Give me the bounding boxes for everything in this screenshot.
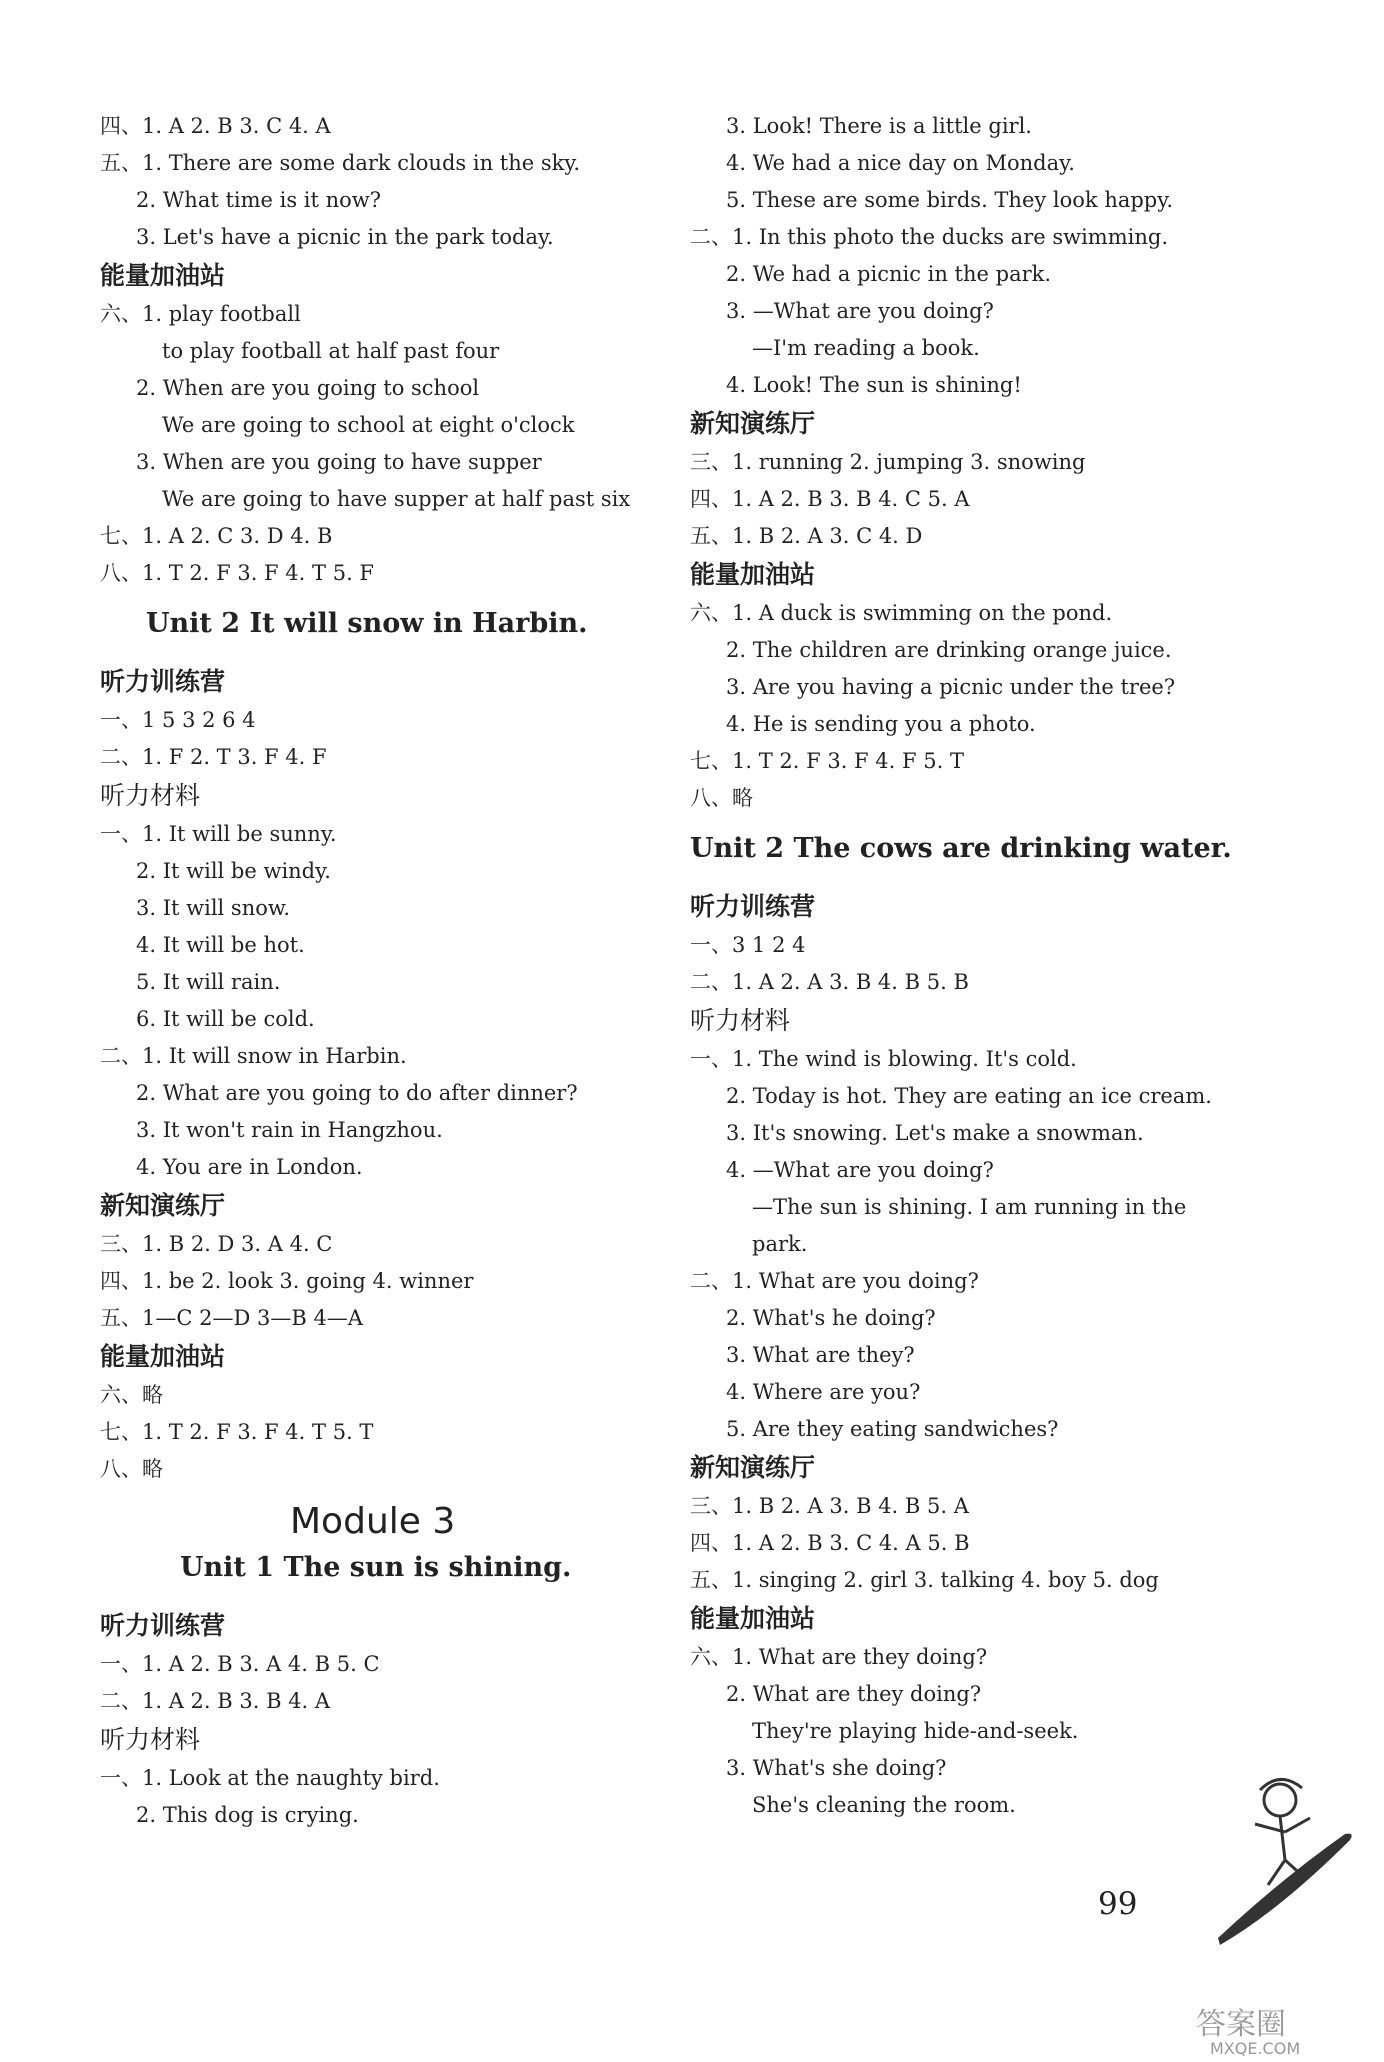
answer-line: 二、1. A 2. A 3. B 4. B 5. B <box>690 970 969 994</box>
answer-line: 5. Are they eating sandwiches? <box>726 1417 1059 1441</box>
answer-line: 一、3 1 2 4 <box>690 933 806 957</box>
answer-line: 3. It's snowing. Let's make a snowman. <box>726 1121 1144 1145</box>
answer-line: 二、1. What are you doing? <box>690 1269 979 1293</box>
answer-line: 4. It will be hot. <box>136 933 305 957</box>
answer-line: —The sun is shining. I am running in the <box>752 1195 1187 1219</box>
answer-line: 六、1. play football <box>100 302 301 326</box>
svg-text:答案圈: 答案圈 <box>1196 2007 1286 2042</box>
answer-line: 2. When are you going to school <box>136 376 480 400</box>
unit-title: Unit 2 The cows are drinking water. <box>690 833 1232 864</box>
answer-line: 4. He is sending you a photo. <box>726 712 1036 736</box>
answer-line: 3. It will snow. <box>136 896 291 920</box>
answer-line: 3. It won't rain in Hangzhou. <box>136 1118 443 1142</box>
answer-line: 2. What are they doing? <box>726 1682 982 1706</box>
right-column <box>690 108 1250 1824</box>
answer-line: 2. This dog is crying. <box>136 1803 359 1827</box>
answer-line: 一、1. The wind is blowing. It's cold. <box>690 1047 1077 1071</box>
answer-line: We are going to have supper at half past six <box>162 487 631 511</box>
answer-line: 5. It will rain. <box>136 970 281 994</box>
answer-line: 六、1. A duck is swimming on the pond. <box>690 601 1113 625</box>
answer-line: 七、1. T 2. F 3. F 4. F 5. T <box>690 749 964 773</box>
answer-line: 三、1. B 2. D 3. A 4. C <box>100 1232 333 1256</box>
section-heading: 听力材料 <box>100 781 201 810</box>
unit-title: Unit 1 The sun is shining. <box>180 1552 572 1583</box>
answer-line: 3. Look! There is a little girl. <box>726 114 1032 138</box>
answer-line: 4. Where are you? <box>726 1380 921 1404</box>
answer-line: 六、1. What are they doing? <box>690 1645 988 1669</box>
module-title: Module 3 <box>290 1501 456 1542</box>
answer-line: 二、1. A 2. B 3. B 4. A <box>100 1689 331 1713</box>
section-heading: 新知演练厅 <box>100 1191 226 1220</box>
section-heading: 能量加油站 <box>690 1604 816 1633</box>
answer-line: 4. Look! The sun is shining! <box>726 373 1022 397</box>
section-heading: 能量加油站 <box>690 560 816 589</box>
answer-line: 二、1. F 2. T 3. F 4. F <box>100 745 327 769</box>
answer-line: 一、1 5 3 2 6 4 <box>100 708 256 732</box>
answer-line: 一、1. It will be sunny. <box>100 822 337 846</box>
answer-line: 三、1. B 2. A 3. B 4. B 5. A <box>690 1494 969 1518</box>
answer-line: 三、1. running 2. jumping 3. snowing <box>690 450 1086 474</box>
watermark-logo <box>1190 2002 1370 2058</box>
answer-line: 五、1. singing 2. girl 3. talking 4. boy 5. dog <box>690 1568 1159 1592</box>
section-heading: 听力训练营 <box>100 667 226 696</box>
unit-title: Unit 2 It will snow in Harbin. <box>146 608 588 639</box>
answer-line: 4. You are in London. <box>136 1155 363 1179</box>
answer-line: 四、1. A 2. B 3. B 4. C 5. A <box>690 487 970 511</box>
answer-line: 2. What's he doing? <box>726 1306 936 1330</box>
answer-line: 5. These are some birds. They look happy. <box>726 188 1173 212</box>
answer-line: 3. Let's have a picnic in the park today. <box>136 225 554 249</box>
answer-line: park. <box>752 1232 808 1256</box>
answer-line: 二、1. In this photo the ducks are swimming. <box>690 225 1168 249</box>
answer-line: 2. We had a picnic in the park. <box>726 262 1052 286</box>
section-heading: 听力训练营 <box>690 892 816 921</box>
answer-line: 五、1—C 2—D 3—B 4—A <box>100 1306 363 1330</box>
answer-line: 五、1. B 2. A 3. C 4. D <box>690 524 923 548</box>
section-heading: 新知演练厅 <box>690 409 816 438</box>
answer-line: 一、1. Look at the naughty bird. <box>100 1766 440 1790</box>
answer-line: 3. What's she doing? <box>726 1756 947 1780</box>
answer-line: 七、1. T 2. F 3. F 4. T 5. T <box>100 1420 374 1444</box>
answer-line: 八、略 <box>100 1457 163 1481</box>
answer-line: 四、1. be 2. look 3. going 4. winner <box>100 1269 474 1293</box>
answer-line: 六、略 <box>100 1383 163 1407</box>
answer-line: 6. It will be cold. <box>136 1007 315 1031</box>
section-heading: 听力材料 <box>100 1725 201 1754</box>
surfer-mascot-illustration <box>1210 1760 1360 1960</box>
answer-line: 2. It will be windy. <box>136 859 331 883</box>
answer-line: 二、1. It will snow in Harbin. <box>100 1044 407 1068</box>
answer-line: 四、1. A 2. B 3. C 4. A <box>100 114 331 138</box>
left-column <box>100 108 660 1834</box>
answer-line: 2. The children are drinking orange juice. <box>726 638 1172 662</box>
answer-line: 五、1. There are some dark clouds in the sky. <box>100 151 581 175</box>
answer-line: 4. We had a nice day on Monday. <box>726 151 1075 175</box>
answer-line: We are going to school at eight o'clock <box>162 413 575 437</box>
answer-line: 3. —What are you doing? <box>726 299 994 323</box>
section-heading: 能量加油站 <box>100 1342 226 1371</box>
answer-line: 4. —What are you doing? <box>726 1158 994 1182</box>
answer-line: 2. Today is hot. They are eating an ice cream. <box>726 1084 1212 1108</box>
answer-line: 七、1. A 2. C 3. D 4. B <box>100 524 333 548</box>
answer-line: 3. What are they? <box>726 1343 915 1367</box>
answer-line: 八、1. T 2. F 3. F 4. T 5. F <box>100 561 374 585</box>
section-heading: 新知演练厅 <box>690 1453 816 1482</box>
answer-line: 3. When are you going to have supper <box>136 450 542 474</box>
page-number: 99 <box>1098 1886 1138 1922</box>
answer-line: They're playing hide-and-seek. <box>752 1719 1079 1743</box>
answer-line: 八、略 <box>690 786 753 810</box>
answer-line: to play football at half past four <box>162 339 500 363</box>
section-heading: 听力训练营 <box>100 1611 226 1640</box>
answer-line: 2. What time is it now? <box>136 188 382 212</box>
section-heading: 听力材料 <box>690 1006 791 1035</box>
section-heading: 能量加油站 <box>100 261 226 290</box>
answer-line: 3. Are you having a picnic under the tree? <box>726 675 1176 699</box>
svg-text:MXQE.COM: MXQE.COM <box>1210 2039 1301 2058</box>
answer-line: —I'm reading a book. <box>752 336 980 360</box>
answer-line: 一、1. A 2. B 3. A 4. B 5. C <box>100 1652 380 1676</box>
answer-line: 四、1. A 2. B 3. C 4. A 5. B <box>690 1531 970 1555</box>
answer-line: 2. What are you going to do after dinner? <box>136 1081 578 1105</box>
answer-line: She's cleaning the room. <box>752 1793 1016 1817</box>
